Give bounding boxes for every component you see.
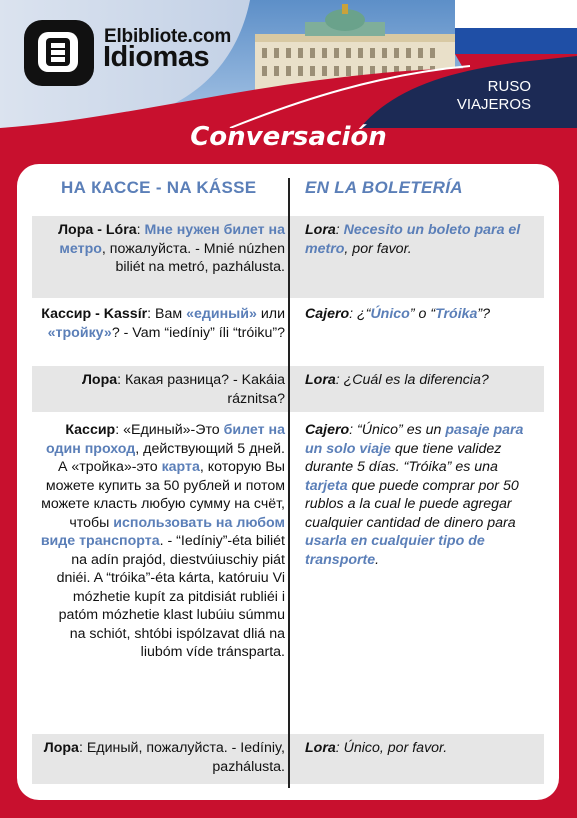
language-label: RUSO <box>487 78 531 95</box>
logo-icon <box>24 20 94 86</box>
spanish-line <box>305 739 537 758</box>
line-text: . <box>375 551 380 568</box>
column-header-spanish: EN LA BOLETERÍA <box>305 178 463 197</box>
line-text: : Único, por favor. <box>335 740 448 756</box>
highlight-phrase: usarla en cualquier tipo de transporte <box>305 533 485 568</box>
highlight-phrase: pasaje para un solo viaje <box>305 422 524 457</box>
spanish-line <box>305 305 537 324</box>
speaker-name: Lora <box>305 740 336 756</box>
line-text: . - “Iedíniy”-éta biliét na adín prajód, diestvúiuschiy piát dniéi. A “tróika”-éta kárta, katóruiu Vi mózhetie kupít za pitdisiát rubliéi i patóm mózhetie klast lubúiu súmmu na schiót, shtóbi ispólzavat dliá na liubóm víde tránsparta. <box>56 533 285 660</box>
line-text: : Единый, пожалуйста. - Iedíniy, pazhálusta. <box>78 740 285 775</box>
russian-line <box>40 305 285 342</box>
highlight-phrase: Tróika <box>435 306 478 322</box>
column-divider <box>288 178 290 788</box>
header <box>0 0 577 128</box>
level-label: VIAJEROS <box>456 96 531 113</box>
page-title: Conversación <box>190 122 387 152</box>
brand-name: Idiomas <box>103 41 210 73</box>
spanish-line <box>305 371 537 390</box>
highlight-phrase: «тройку» <box>47 324 112 341</box>
line-text: ”? <box>477 306 491 322</box>
speaker-name: Лора <box>43 740 79 756</box>
line-text: , пожалуйста. - Mnié núzhen biliét na metró, pazhálusta. <box>101 240 285 275</box>
line-text: : «Единый»-Это <box>115 422 224 438</box>
highlight-phrase: «единый» <box>186 306 257 322</box>
spanish-line: Lora: Necesito un boleto para el metro, por favor. <box>305 222 521 257</box>
speaker-name: Lora <box>305 372 336 388</box>
highlight-phrase: tarjeta <box>305 477 348 494</box>
highlight-phrase: карта <box>161 459 200 475</box>
russian-line <box>40 421 285 662</box>
speaker-name: Lora <box>305 222 336 238</box>
speaker-name: Cajero <box>305 306 350 322</box>
site-name: Elbibliote.com <box>104 26 232 47</box>
highlight-phrase: билет на один проход <box>46 422 285 457</box>
speaker-name: Кассир - Kassír <box>41 306 148 322</box>
line-text: que tiene validez durante 5 días. “Tróika” es una <box>305 440 502 475</box>
highlight-phrase: Мне нужен билет на метро <box>59 222 285 257</box>
speaker-name: Кассир <box>65 422 116 438</box>
conversation-card <box>17 164 559 800</box>
line-text: , por favor. <box>344 240 412 257</box>
line-text: : ¿Cuál es la diferencia? <box>335 372 489 388</box>
russian-line <box>40 371 285 408</box>
speaker-name: Лора - Lóra <box>58 222 137 238</box>
speaker-name: Лора <box>81 372 118 388</box>
line-text: : Вам <box>147 306 187 322</box>
russian-line: Лора - Lóra: Мне нужен билет на метро, пожалуйста. - Mnié núzhen biliét na metró, pazhálusta. <box>58 222 285 275</box>
line-text: : Какая разница? - Kakáia ráznitsa? <box>117 372 285 407</box>
column-header-russian: НА КАССЕ - NA KÁSSE <box>61 178 257 197</box>
line-text: : ¿“ <box>349 306 371 322</box>
line-text: , которую Вы можете купить за 50 рублей и потом можете класть любую сумму на счёт, чтобы <box>41 459 285 531</box>
spanish-line <box>305 421 537 569</box>
line-text: , действующий 5 дней. А «тройка»-это <box>57 440 285 475</box>
highlight-phrase: Necesito un boleto para el metro <box>305 222 521 257</box>
highlight-phrase: использовать на любом виде транспорта <box>40 514 285 549</box>
line-text: ” o “ <box>409 306 436 322</box>
line-text: que puede comprar por 50 rublos a la cual le puede agregar cualquier cantidad de dinero para <box>305 477 519 531</box>
line-text: : “Único” es un <box>349 422 446 438</box>
line-text: ? - Vam “iedíniy” íli “tróiku”? <box>111 324 285 341</box>
line-text: или <box>256 306 285 322</box>
russian-line <box>40 739 285 776</box>
speaker-name: Cajero <box>305 422 350 438</box>
highlight-phrase: Único <box>370 306 410 322</box>
